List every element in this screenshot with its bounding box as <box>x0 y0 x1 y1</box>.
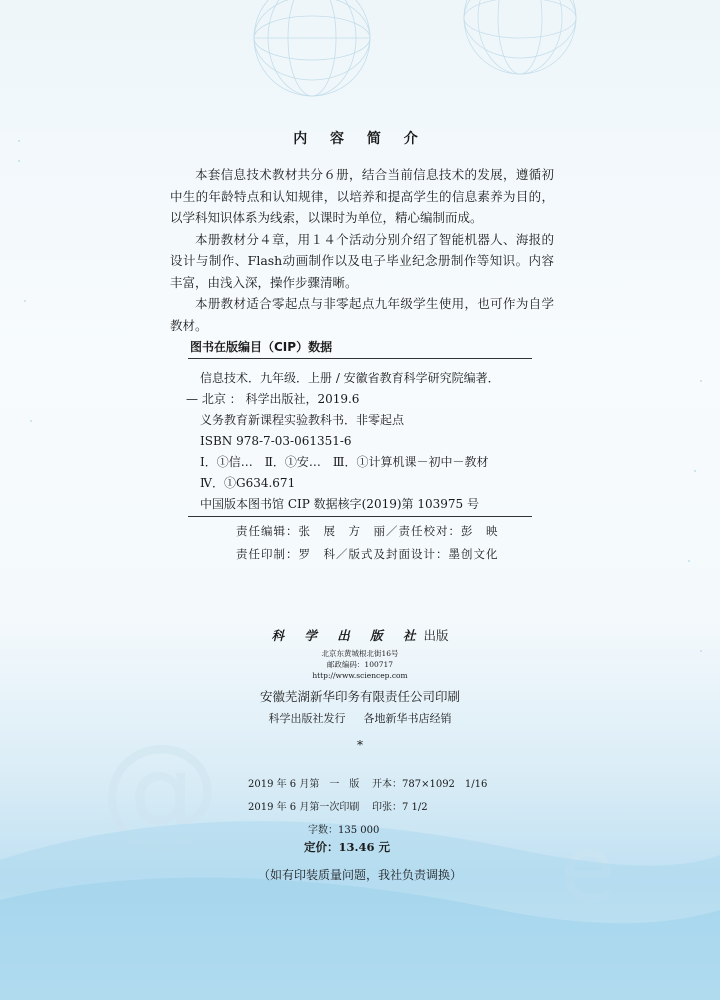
book-format: 开本：787×1092 1/16 <box>372 779 488 790</box>
printer-line: 安徽芜湖新华印务有限责任公司印刷 <box>259 689 460 704</box>
cip-line: 信息技术．九年级．上册 / 安徽省教育科学研究院编著． <box>200 371 500 385</box>
summary-section <box>170 164 554 336</box>
cip-line: 义务教育新课程实验教科书．非零起点 <box>200 413 405 427</box>
cip-line: ISBN 978-7-03-061351-6 <box>200 434 352 448</box>
cip-block <box>186 368 540 515</box>
quality-note: （如有印装质量问题，我社负责调换） <box>257 868 462 882</box>
wave-decoration <box>0 878 720 1000</box>
summary-paragraph: 本册教材分４章，用１４个活动分别介绍了智能机器人、海报的设计与制作、Flash动画制作以及电子毕业纪念册制作等知识。内容丰富，由浅入深，操作步骤清晰。 <box>170 231 554 290</box>
cip-line: Ⅰ．①信… Ⅱ．①安… Ⅲ．①计算机课－初中－教材 <box>200 455 489 469</box>
publisher-logo-text: 科 学 出 版 社 <box>271 628 424 643</box>
price: 定价：13.46 元 <box>304 840 391 854</box>
divider <box>188 358 532 359</box>
publisher-suffix: 出版 <box>423 628 449 643</box>
summary-paragraph: 本册教材适合零起点与非零起点九年级学生使用，也可作为自学教材。 <box>170 296 554 333</box>
staff-credits-line: 责任印制：罗 科／版式及封面设计：墨创文化 <box>236 547 499 561</box>
print-date: 2019 年 6 月第一次印刷 <box>248 802 360 813</box>
edition-block <box>248 773 488 836</box>
publisher-website: http://www.sciencep.com <box>312 671 408 680</box>
publisher-name <box>0 626 720 644</box>
e-symbol-icon: e <box>560 817 616 922</box>
edition-date: 2019 年 6 月第 一 版 <box>248 779 360 790</box>
page-title: 内 容 简 介 <box>293 131 427 147</box>
issuer: 科学出版社发行 <box>268 712 346 725</box>
staff-credits-line: 责任编辑：张 展 方 丽／责任校对：彭 映 <box>236 524 499 538</box>
word-count: 字数：135 000 <box>308 825 380 836</box>
distribution-line <box>0 710 720 726</box>
print-sheets: 印张：7 1/2 <box>372 802 428 813</box>
publisher-postcode: 邮政编码：100717 <box>326 660 394 669</box>
sellers: 各地新华书店经销 <box>363 712 452 725</box>
globe-icon <box>254 0 370 96</box>
cip-line: — 北京 ： 科学出版社，2019.6 <box>186 392 360 406</box>
publisher-address: 北京东黄城根北街16号 <box>321 649 399 658</box>
globe-icon <box>464 0 576 74</box>
divider <box>188 516 532 517</box>
summary-paragraph: 本套信息技术教材共分６册，结合当前信息技术的发展，遵循初中生的年龄特点和认知规律，以培养和提高学生的信息素养为目的，以学科知识体系为线索，以课时为单位，精心编制而成。 <box>170 167 554 225</box>
cip-line: 中国版本图书馆 CIP 数据核字(2019)第 103975 号 <box>200 497 479 511</box>
cip-header: 图书在版编目（CIP）数据 <box>190 340 333 354</box>
at-symbol-icon: @ <box>100 720 220 859</box>
cip-line: Ⅳ．①G634.671 <box>200 476 296 490</box>
publisher-contact <box>0 648 720 681</box>
separator-star: * <box>357 738 363 752</box>
